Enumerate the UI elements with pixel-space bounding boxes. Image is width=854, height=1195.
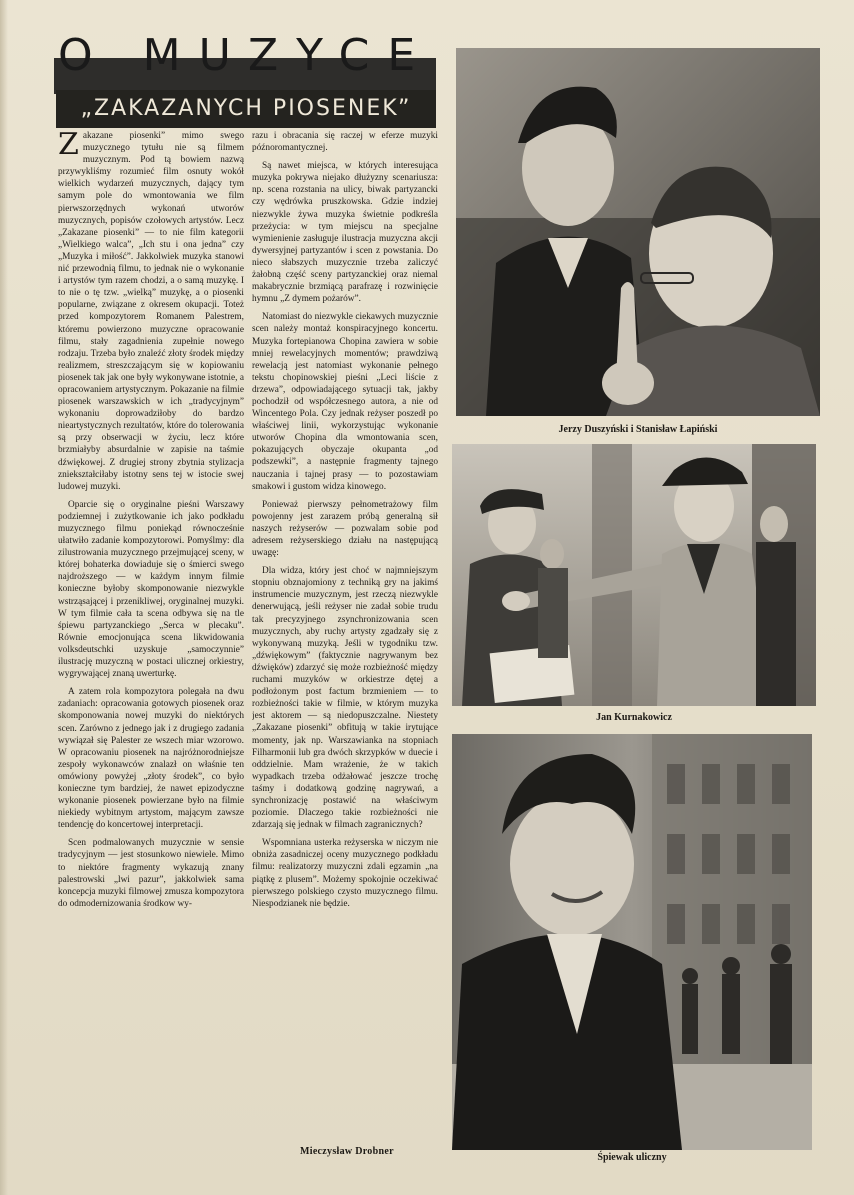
drop-cap: Z: [58, 130, 79, 162]
paragraph: Natomiast do niezwykle ciekawych muzycznie scen należy montaż konspiracyjnego koncertu. Muzyka fortepianowa Chopina zawiera w sobie mniej rewelacyjnych momentów; prawdziwą rewelacją jest natomiast wykonanie pełnego tekstu chopinowskiej pieśni „Leci liście z drzewa”, odpowiadającego sytuacji tak, jakby pochodził od współczesnego autora, a nie od Wincentego Pola. Czy jednak reżyser poszedł po właściwej linii, wykorzystując wykonanie utworów Chopina dla wmontowania scen, pokazujących obyczaje okupanta „od podszewki”, a następnie fragmenty tajnego nauczania i tajnej prasy — to pozostawiam smakowi i gustom widza kinowego.: [252, 312, 438, 492]
paragraph: Są nawet miejsca, w których interesująca muzyka pokrywa niejako dłużyzny scenariusza: np. scena rozstania na ulicy, biwak partyzancki czy wędrówka pruszkowska. Gdzie indziej niezwykle żywa muzyka świetnie podkreśla przeżycia: w tym miejscu na specjalne wymienienie zasługuje ilustracja muzyczna akcji dywersyjnej partyzantów i scen z powstania. Do nieco słabszych muzycznie trzeba zaliczyć żałobną część sceny partyzanckiej oraz niemal makabrycznie brzmiącą parafrazę i rozwinięcie hymnu „Z dymem pożarów”.: [252, 161, 438, 305]
photo-illustration: [452, 444, 816, 706]
photo-illustration: [456, 48, 820, 416]
photo-illustration: [452, 734, 812, 1150]
paragraph-text: akazane piosenki” mimo swego muzycznego tytułu nie są filmem muzycznym. Pod tą bowiem nazwą przywykliśmy rozumieć film osnuty wokół wielkich wydarzeń muzycznych, dający tym samym pole do wmontowania we film pierwszorzędnych wykonań utworów muzycznych, popisów czołowych artystów. Lecz „Zakazane piosenki” — to nie film kategorii „Wielkiego walca”, „Ich stu i ona jedna” czy „Muzyka i miłość”. Jakkolwiek muzyka stanowi nić przewodnią filmu, to jednak nie o wykonanie i artystów tym razem chodzi, a o samą muzykę. I to nie o tę tzw. „wielką” muzykę, a o piosenki popularne, związane z okresem okupacji. Toteż przed kompozytorem Romanem Palestrem, któremu powierzono muzyczne opracowanie filmu, stały zagadnienia zupełnie nowego rodzaju. Trzeba było znaleźć złoty środek między realizmem, streszczającym się w kopiowaniu piosenek tak jak one były wykonywane istotnie, a opracowaniem artystycznym. Pokazanie na filmie piosenek warszawskich w ich „tradycyjnym” wykonaniu doprowadziłoby do bardzo nieartystycznych rezultatów, które do tolerowania są przy obserwacji w życiu, lecz które brzmiałyby absurdalnie w zapisie na taśmie dźwiękowej. Z drugiej strony zbytnia stylizacja zniekształciłaby istotny sens tej w istocie swej ludowej muzyki.: [58, 131, 244, 492]
text-column-1: [58, 130, 244, 1160]
paragraph: [58, 130, 244, 493]
photo-caption: Śpiewak uliczny: [597, 1152, 667, 1163]
author-signature: Mieczysław Drobner: [300, 1146, 394, 1157]
paragraph: razu i obracania się raczej w eferze muzyki późnoromantycznej.: [252, 131, 438, 154]
text-column-2: [252, 130, 438, 1170]
page-edge-shadow: [0, 0, 8, 1195]
article-title-line1: O MUZYCE: [58, 30, 434, 81]
paragraph: Dla widza, który jest choć w najmniejszym stopniu obznajomiony z techniką gry na jakimś instrumencie muzycznym, jest rzeczą niezwykle denerwującą, jeśli reżyser nie zadał sobie trudu tak precyzyjnego zsynchronizowania scen muzycznych, aby ruchy artysty zgadzały się z wykonywaną muzyką. Jeśli w tygodniku tzw. „dźwiękowym” (faktycznie nagrywanym bez dźwięków) zdarzyć się może rozbieżność między ruchami muzyków w orkiestrze dętej a podłożonym post factum brzmieniem — to rozbieżności takie w filmie, w którym muzyka jest aktorem — są niedopuszczalne. Niestety „Zakazane piosenki” obfitują w takie irytujące momenty, jak np. Warszawianka na stopniach Filharmonii lub gra dwóch skrzypków w duecie i oddzielnie. Mam wrażenie, że w takich wypadkach trzeba odżałować jeszcze trochę taśmy i dodatkową godzinę nagrywań, a synchronizację postawić na właściwym poziomie. Dlaczego takie rozbieżności nie zdarzają się jednak w filmach zagranicznych?: [252, 566, 438, 831]
article-title-line2: „ZAKAZANYCH PIOSENEK”: [56, 90, 436, 128]
paragraph: A zatem rola kompozytora polegała na dwu zadaniach: opracowania gotowych piosenek oraz skomponowania nowej muzyki do niektórych scen. Zarówno z jednego jak i z drugiego zadania wywiązał się Palester ze wszech miar wzorowo. W opracowaniu piosenek na najróżnorodniejsze zespoły wykonawców znalazł on właśnie ten omówiony powyżej „złoty środek”, co było konieczne tym bardziej, że nawet epizodyczne wykonanie piosenek powierzane było na filmie niekiedy wybitnym artystom, mającym zawsze tendencję do koncertowej interpretacji.: [58, 687, 244, 831]
photo-kurnakowicz: [452, 444, 816, 706]
paragraph: Oparcie się o oryginalne pieśni Warszawy podziemnej i zużytkowanie ich jako podkładu muzycznego filmu poniekąd równocześnie ułatwiło zadanie kompozytorowi. Pomyślmy: dla zilustrowania muzycznego przejmującej sceny, w której bohaterka dowiaduje się o śmierci swego najdroższego — w każdym innym filmie konieczne byłoby skomponowanie niezwykle wstrząsającej i przenikliwej, oryginalnej muzyki. W tym filmie cała ta scena odbywa się na tle śpiewu partyzanckiego „Serca w plecaku”. Równie emocjonująca scena likwidowania volksdeutschki uzyskuje „samoczynnie” ilustrację muzyczną w postaci ulicznej orkiestry, wygrywającej znaną uwerturkę.: [58, 499, 244, 680]
photo-caption: Jerzy Duszyński i Stanisław Łapiński: [558, 424, 718, 435]
paragraph: Wspomniana usterka reżyserska w niczym nie obniża zasadniczej oceny muzycznego podkładu filmu: realizatorzy muzyczni zdali egzamin „na piątkę z plusem”. Możemy spokojnie oczekiwać pierwszego polskiego czysto muzycznego filmu. Niespodzianek nie będzie.: [252, 838, 438, 909]
photo-street-singer: [452, 734, 812, 1150]
photo-duszynski-lapinski: [456, 48, 820, 416]
photo-caption: Jan Kurnakowicz: [596, 712, 672, 723]
paragraph: Ponieważ pierwszy pełnometrażowy film powojenny jest zarazem próbą generalną sił naszych reżyserów — pozwalam sobie pod adresem reżyserskiego działu na następującą uwagę:: [252, 499, 438, 559]
paragraph: Scen podmalowanych muzycznie w sensie tradycyjnym — jest stosunkowo niewiele. Mimo to niektóre fragmenty wykazują znany palestrowski „lwi pazur”, jakkolwiek sama koncepcja muzyki filmowej zmusza kompozytora do odmodernizowania środkow wy-: [58, 838, 244, 909]
